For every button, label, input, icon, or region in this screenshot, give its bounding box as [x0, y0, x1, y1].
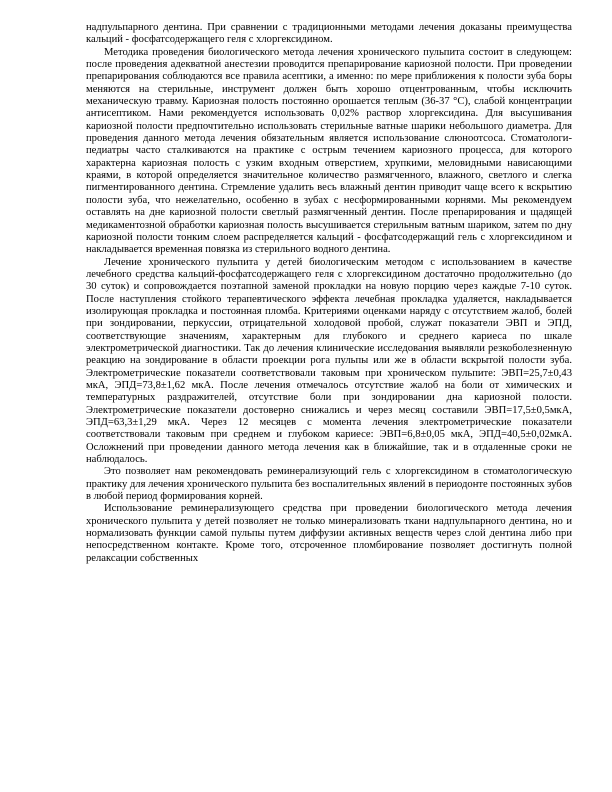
paragraph-recommendation: Это позволяет нам рекомендовать реминерализующий гель с хлоргексидином в стоматологическую практику для лечения хронического пульпита без воспалительных явлений в периодонте постоянных зубов в любой период формирования корней.	[86, 466, 572, 503]
paragraph-method-description: Методика проведения биологического метода лечения хронического пульпита состоит в следующем: после проведения адекватной анестезии проводится препарирование кариозной полости. При проведении препарирования соблюдаются все правила асептики, а именно: по мере приближения к полости зуба боры меняются на стерильные, инструмент должен быть хорошо отцентрованным, чтобы исключить механическую травму. Кариозная полость постоянно орошается теплым (36-37 °С), слабой концентрации антисептиком. Нами рекомендуется использовать 0,02% раствор хлоргексидина. Для высушивания кариозной полости предпочтительно использовать стерильные ватные шарики небольшого диаметра. Для проведения данного метода лечения обязательным является использование слюноотсоса. Стоматологи-педиатры часто сталкиваются на практике с острым течением кариозного процесса, для которого характерна кариозная полость с узким входным отверстием, хрупкими, меловидными нависающими краями, в которой определяется значительное количество размягченного, влажного, светлого и слегка пигментированного дентина. Стремление удалить весь влажный дентин приводит чаще всего к вскрытию полости зуба, что нежелательно, особенно в зубах с несформированными корнями. Мы рекомендуем оставлять на дне кариозной полости светлый размягченный дентин. После препарирования и щадящей медикаментозной обработки кариозная полость высушивается стерильным ватным шариком, затем по дну кариозной полости тонким слоем распределяется кальций - фосфатсодержащий гель с хлоргексидином и накладывается временная повязка из стерильного водного дентина.	[86, 46, 572, 256]
paragraph-intro-continuation: надпульпарного дентина. При сравнении с традиционными методами лечения доказаны преимущества кальций - фосфатсодержащего геля с хлоргексидином.	[86, 22, 572, 46]
document-page	[86, 22, 572, 565]
paragraph-benefits: Использование реминерализующего средства при проведении биологического метода лечения хронического пульпита у детей позволяет не только минерализовать ткани надпульпарного дентина, но и нормализовать функции самой пульпы путем диффузии активных веществ через слой дентина либо при непосредственном контакте. Кроме того, отсроченное пломбирование позволяет достигнуть полной релаксации собственных	[86, 503, 572, 564]
paragraph-treatment-results: Лечение хронического пульпита у детей биологическим методом с использованием в качестве лечебного средства кальций-фосфатсодержащего геля с хлоргексидином достаточно продолжительно (до 30 суток) и сопровождается поэтапной заменой прокладки на новую порцию через каждые 7-10 суток. После наступления стойкого терапевтического эффекта лечебная прокладка удаляется, накладывается изолирующая прокладка и постоянная пломба. Критериями оценками наряду с отсутствием жалоб, болей при зондировании, перкуссии, отрицательной холодовой пробой, служат показатели ЭВП и ЭПД, соответствующие значениям, характерным для глубокого и среднего кариеса по шкале электрометрической диагностики. Так до лечения клинические исследования выявляли резкоболезненную реакцию на зондирование в области проекции рога пульпы или же в области вскрытой полости зуба. Электрометрические показатели соответствовали таковым при хроническом пульпите: ЭВП=25,7±0,43 мкА, ЭПД=73,8±1,62 мкА. После лечения отмечалось отсутствие жалоб на боли от химических и температурных раздражителей, отсутствие боли при зондировании дна кариозной полости. Электрометрические показатели достоверно снижались и через месяц составили ЭВП=17,5±0,5мкА, ЭПД=63,3±1,29 мкА. Через 12 месяцев с момента лечения электрометрические показатели соответствовали таковым при среднем и глубоком кариесе: ЭВП=6,8±0,05 мкА, ЭПД=40,5±0,02мкА. Осложнений при проведении данного метода лечения как в ближайшие, так и в отдаленные сроки не наблюдалось.	[86, 256, 572, 466]
